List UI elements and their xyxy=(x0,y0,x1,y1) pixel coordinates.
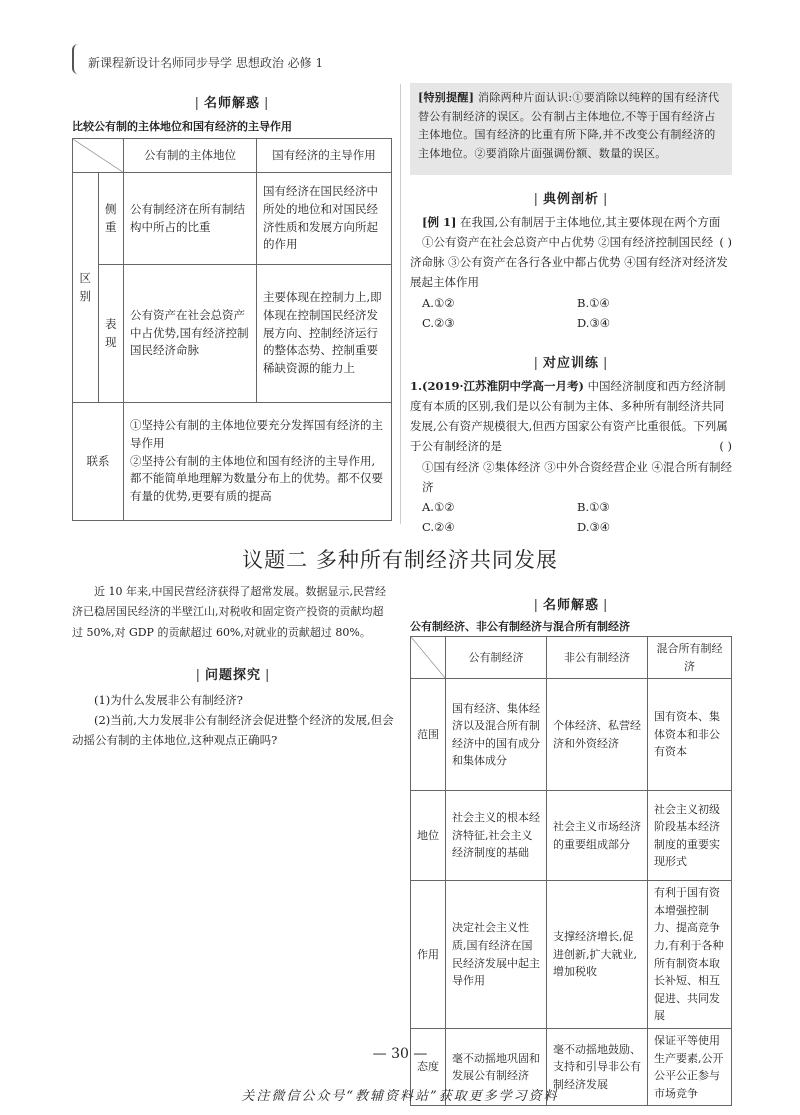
cell-manifest-state: 主要体现在控制力上,即体现在控制国民经济发展方向、控制经济运行的整体态势、控制重要稀缺资源的能力上 xyxy=(257,265,392,403)
special-reminder-box xyxy=(410,83,732,175)
example-answer-bracket: ( ) xyxy=(719,235,732,250)
row-label-focus: 侧重 xyxy=(98,173,124,265)
practice-question: 中国经济制度和西方经济制度有本质的区别,我们是以公有制为主体、多种所有制经济共同发展,公有资产规模很大,但西方国家公有资产比重很低。下列属于公有制经济的是 xyxy=(410,379,728,454)
tip-text: 消除两种片面认识:①要消除以纯粹的国有经济代替公有制经济的误区。公有制占主体地位,不等于国有经济占主体地位。国有经济的比重有所下降,并不改变公有制经济的主体地位。②要消除片面强调份额、数量的误区。 xyxy=(418,91,720,161)
relation-point-2: ②坚持公有制的主体地位和国有经济的主导作用,都不能简单地理解为数量分布上的优势。都不仅要有量的优势,更要有质的提高 xyxy=(130,453,383,504)
cell-status-nonpublic: 社会主义市场经济的重要组成部分 xyxy=(547,791,648,881)
inquiry-question-1: (1)为什么发展非公有制经济? xyxy=(94,693,243,707)
section-title-mingshi-2: | 名师解惑 | xyxy=(410,594,732,613)
inquiry-question-2: (2)当前,大力发展非公有制经济会促进整个经济的发展,但会动摇公有制的主体地位,这种观点正确吗? xyxy=(72,713,394,748)
practice-option-d: D.③④ xyxy=(577,519,611,534)
row-label-status: 地位 xyxy=(411,791,446,881)
intro-paragraph: 近 10 年来,中国民营经济获得了超常发展。数据显示,民营经济已稳居国民经济的半壁江山,对税收和固定资产投资的贡献均超过 50%,对 GDP 的贡献超过 60%,对就业的贡献超过 80%。 xyxy=(72,585,386,639)
cell-scope-public: 国有经济、集体经济以及混合所有制经济中的国有成分和集体成分 xyxy=(446,679,547,791)
cell-attitude-mixed: 保证平等使用生产要素,公开公平公正参与市场竞争 xyxy=(648,1028,732,1105)
example-option-b: B.①④ xyxy=(577,295,610,310)
col-header-mixed-econ: 混合所有制经济 xyxy=(648,637,732,679)
tip-label: [特别提醒] xyxy=(418,91,475,104)
cell-scope-mixed: 国有资本、集体资本和非公有资本 xyxy=(648,679,732,791)
header-title: 新课程新设计名师同步导学 思想政治 必修 1 xyxy=(88,56,324,70)
example-question: 在我国,公有制居于主体地位,其主要体现在两个方面 xyxy=(460,215,721,229)
group-label-difference: 区别 xyxy=(73,173,99,403)
header-bracket xyxy=(72,44,82,74)
col-header-public: 公有制的主体地位 xyxy=(124,139,257,173)
cell-focus-state: 国有经济在国民经济中所处的地位和对国民经济性质和发展方向所起的作用 xyxy=(257,173,392,265)
row-label-manifest: 表现 xyxy=(98,265,124,403)
section-title-example: | 典例剖析 | xyxy=(410,188,732,207)
example-option-a: A.①② xyxy=(422,295,455,310)
cell-focus-public: 公有制经济在所有制结构中所占的比重 xyxy=(124,173,257,265)
example-option-c: C.②③ xyxy=(422,315,455,330)
footer-note: 关注微信公众号“教辅资料站”获取更多学习资料 xyxy=(241,1089,559,1104)
column-divider xyxy=(400,84,401,524)
row-label-attitude: 态度 xyxy=(411,1028,446,1105)
cell-role-public: 决定社会主义性质,国有经济在国民经济发展中起主导作用 xyxy=(446,881,547,1029)
col-header-state: 国有经济的主导作用 xyxy=(257,139,392,173)
practice-answer-bracket: ( ) xyxy=(719,439,732,454)
cell-scope-nonpublic: 个体经济、私营经济和外资经济 xyxy=(547,679,648,791)
relation-point-1: ①坚持公有制的主体地位要充分发挥国有经济的主导作用 xyxy=(130,417,383,450)
table-heading: 比较公有制的主体地位和国有经济的主导作用 xyxy=(72,120,292,133)
inquiry-questions xyxy=(72,690,394,750)
cell-attitude-nonpublic: 毫不动摇地鼓励、支持和引导非公有制经济发展 xyxy=(547,1028,648,1105)
section-title-inquiry: | 问题探究 | xyxy=(72,664,394,683)
practice-option-b: B.①③ xyxy=(577,499,610,514)
cell-status-mixed: 社会主义初级阶段基本经济制度的重要实现形式 xyxy=(648,791,732,881)
section-title-mingshi: | 名师解惑 | xyxy=(72,92,392,111)
practice-option-c: C.②④ xyxy=(422,519,455,534)
col-header-nonpublic-econ: 非公有制经济 xyxy=(547,637,648,679)
example-option-d: D.③④ xyxy=(577,315,611,330)
comparison-table xyxy=(72,138,392,521)
example-block xyxy=(410,212,732,333)
diagonal-cell-2 xyxy=(411,637,446,679)
col-header-public-econ: 公有制经济 xyxy=(446,637,547,679)
cell-manifest-public: 公有资产在社会总资产中占优势,国有经济控制国民经济命脉 xyxy=(124,265,257,403)
diagonal-cell xyxy=(73,139,124,173)
table2-heading: 公有制经济、非公有制经济与混合所有制经济 xyxy=(410,620,630,633)
cell-role-nonpublic: 支撑经济增长,促进创新,扩大就业,增加税收 xyxy=(547,881,648,1029)
practice-option-a: A.①② xyxy=(422,499,455,514)
practice-label: 1.(2019·江苏淮阴中学高一月考) xyxy=(410,379,584,393)
ownership-table xyxy=(410,636,732,1106)
practice-block xyxy=(410,376,732,537)
row-label-role: 作用 xyxy=(411,881,446,1029)
cell-role-mixed: 有利于国有资本增强控制力、提高竞争力,有利于各种所有制资本取长补短、相互促进、共同发展 xyxy=(648,881,732,1029)
topic-title: 议题二 多种所有制经济共同发展 xyxy=(242,548,558,572)
example-label: [例 1] xyxy=(422,215,457,229)
row-label-relation: 联系 xyxy=(73,403,124,521)
cell-attitude-public: 毫不动摇地巩固和发展公有制经济 xyxy=(446,1028,547,1105)
example-items: ①公有资产在社会总资产中占优势 ②国有经济控制国民经济命脉 ③公有资产在各行各业中都占优势 ④国有经济对经济发展起主体作用 xyxy=(410,235,728,290)
cell-status-public: 社会主义的根本经济特征,社会主义经济制度的基础 xyxy=(446,791,547,881)
cell-relation xyxy=(124,403,392,521)
practice-items: ①国有经济 ②集体经济 ③中外合资经营企业 ④混合所有制经济 xyxy=(422,459,732,494)
page-number: — 30 — xyxy=(372,1046,428,1062)
section-title-practice: | 对应训练 | xyxy=(410,352,732,371)
row-label-scope: 范围 xyxy=(411,679,446,791)
